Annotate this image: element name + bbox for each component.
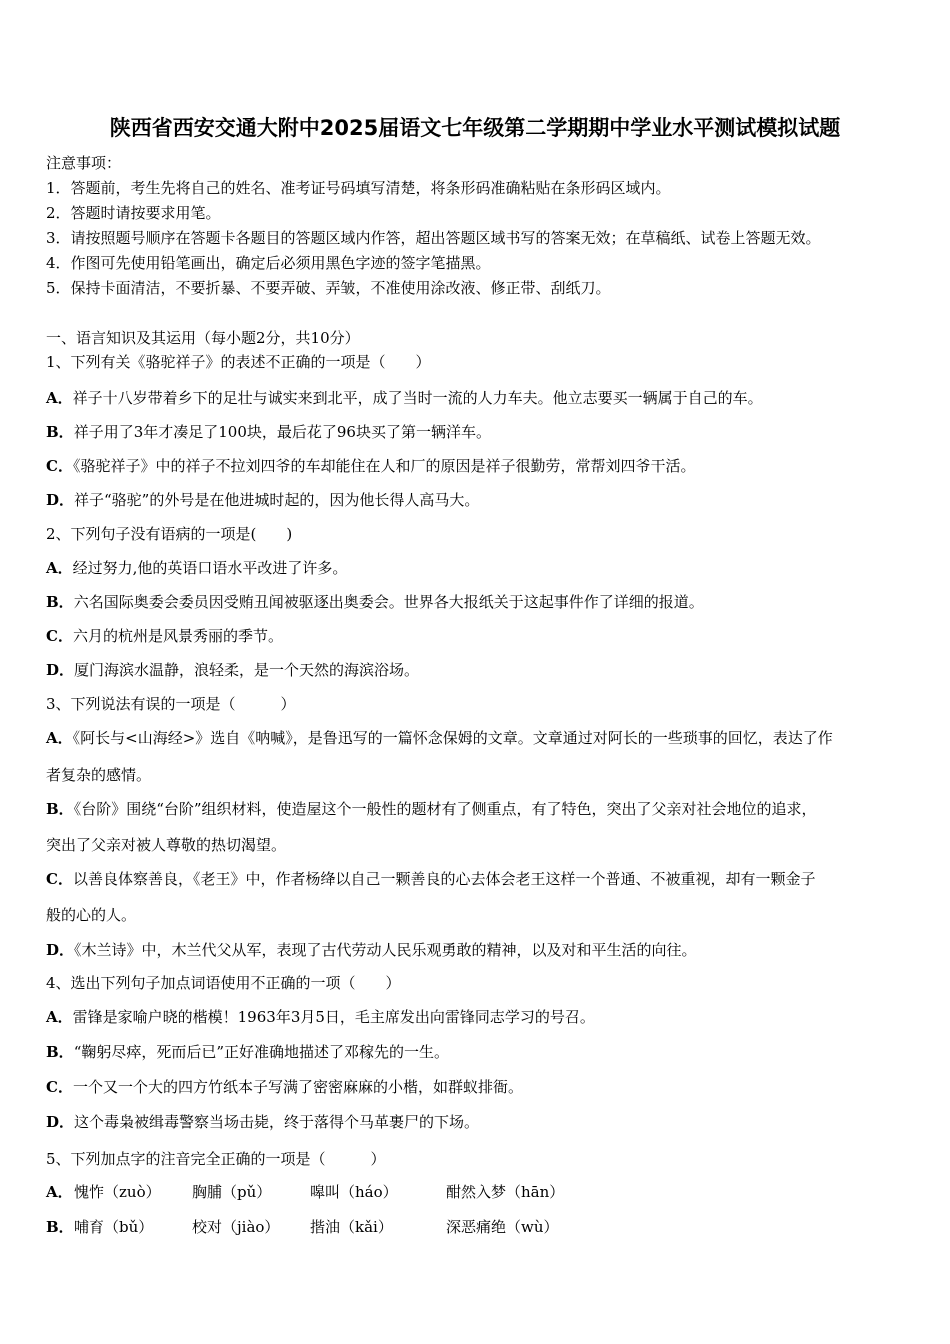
option-text: 祥子十八岁带着乡下的足壮与诚实来到北平，成了当时一流的人力车夫。他立志要买一辆属于自己的车。 [72, 389, 763, 407]
option-text: 祥子用了3年才凑足了100块，最后花了96块买了第一辆洋车。 [73, 423, 491, 441]
option-item: 哺育（bǔ） [74, 1218, 154, 1236]
option-text: 祥子“骆驼”的外号是在他进城时起的，因为他长得人高马大。 [74, 491, 480, 509]
q3-option-a-cont: 者复杂的感情。 [46, 766, 152, 784]
q1-option-c [46, 456, 695, 476]
option-text: 《木兰诗》中，木兰代父从军，表现了古代劳动人民乐观勇敢的精神，以及对和平生活的向往。 [74, 941, 697, 959]
q2-option-a [46, 558, 347, 578]
option-label: C． [46, 627, 73, 645]
q4-option-d [46, 1112, 479, 1132]
q3-option-b [46, 799, 817, 819]
q4-option-a [46, 1007, 595, 1027]
option-item: 深恶痛绝（wù） [446, 1218, 559, 1236]
option-label: B． [46, 593, 74, 611]
q1-option-b [46, 422, 491, 442]
option-label: A． [46, 1183, 73, 1201]
option-label: C． [46, 1078, 73, 1096]
option-text: 六月的杭州是风景秀丽的季节。 [72, 627, 283, 645]
q5-option-b [46, 1217, 559, 1237]
q1-option-a [46, 388, 763, 408]
notice-heading: 注意事项： [46, 154, 122, 172]
page-title: 陕西省西安交通大附中2025届语文七年级第二学期期中学业水平测试模拟试题 [109, 116, 841, 140]
option-label: A． [46, 729, 73, 747]
q2-option-c [46, 626, 283, 646]
notice-item: 3．请按照题号顺序在答题卡各题目的答题区域内作答，超出答题区域书写的答案无效；在草稿纸、试卷上答题无效。 [46, 229, 821, 247]
option-text: “鞠躬尽瘁，死而后已”正好准确地描述了邓稼先的一生。 [73, 1043, 450, 1061]
q3-option-c [46, 869, 815, 889]
q3-option-c-cont: 般的心的人。 [46, 906, 137, 924]
q5-option-a [46, 1182, 564, 1202]
option-label: D． [46, 491, 75, 509]
notice-item: 4．作图可先使用铅笔画出，确定后必须用黑色字迹的签字笔描黑。 [46, 254, 491, 272]
option-label: B． [46, 800, 74, 818]
option-text: 雷锋是家喻户晓的楷模！1963年3月5日，毛主席发出向雷锋同志学习的号召。 [72, 1008, 595, 1026]
option-label: C． [46, 457, 73, 475]
option-item: 揩油（kǎi） [310, 1218, 393, 1236]
option-item: 嗥叫（háo） [310, 1183, 398, 1201]
q3-option-b-cont: 突出了父亲对被人尊敬的热切渴望。 [46, 836, 287, 854]
option-text: 六名国际奥委会委员因受贿丑闻被驱逐出奥委会。世界各大报纸关于这起事件作了详细的报道。 [73, 593, 704, 611]
option-label: B． [46, 423, 74, 441]
option-label: C． [46, 870, 73, 888]
question-1-stem: 1、下列有关《骆驼祥子》的表述不正确的一项是（ ） [46, 353, 431, 371]
notice-item: 1．答题前，考生先将自己的姓名、准考证号码填写清楚，将条形码准确粘贴在条形码区域内。 [46, 179, 671, 197]
option-text: 经过努力,他的英语口语水平改进了许多。 [72, 559, 348, 577]
notice-item: 5．保持卡面清洁，不要折暴、不要弄破、弄皱，不准使用涂改液、修正带、刮纸刀。 [46, 279, 611, 297]
q3-option-a [46, 728, 833, 748]
option-item: 酣然入梦（hān） [446, 1183, 565, 1201]
option-text: 厦门海滨水温静，浪轻柔，是一个天然的海滨浴场。 [74, 661, 420, 679]
section-heading: 一、语言知识及其运用（每小题2分，共10分） [46, 329, 360, 347]
option-label: A． [46, 389, 73, 407]
q2-option-b [46, 592, 704, 612]
question-5-stem: 5、下列加点字的注音完全正确的一项是（ ） [46, 1150, 386, 1168]
option-text: 以善良体察善良，《老王》中，作者杨绛以自己一颗善良的心去体会老王这样一个普通、不被重视，却有一颗金子 [72, 870, 816, 888]
question-3-stem: 3、下列说法有误的一项是（ ） [46, 695, 296, 713]
question-4-stem: 4、选出下列句子加点词语使用不正确的一项（ ） [46, 974, 401, 992]
option-item: 校对（jiào） [192, 1218, 280, 1236]
option-text: 《骆驼祥子》中的祥子不拉刘四爷的车却能住在人和厂的原因是祥子很勤劳，常帮刘四爷干活。 [72, 457, 696, 475]
option-label: D． [46, 941, 75, 959]
option-label: A． [46, 1008, 73, 1026]
option-text: 《阿长与<山海经>》选自《呐喊》，是鲁迅写的一篇怀念保姆的文章。文章通过对阿长的一些琐事的回忆，表达了作 [72, 729, 833, 747]
option-text: 这个毒枭被缉毒警察当场击毙，终于落得个马革裹尸的下场。 [74, 1113, 480, 1131]
option-item: 胸脯（pǔ） [192, 1183, 272, 1201]
q3-option-d [46, 940, 697, 960]
option-text: 《台阶》围绕“台阶”组织材料，使造屋这个一般性的题材有了侧重点，有了特色，突出了父亲对社会地位的追求， [73, 800, 817, 818]
q1-option-d [46, 490, 479, 510]
q2-option-d [46, 660, 419, 680]
option-label: D． [46, 1113, 75, 1131]
option-label: A． [46, 559, 73, 577]
option-label: B． [46, 1043, 74, 1061]
option-text: 一个又一个大的四方竹纸本子写满了密密麻麻的小楷，如群蚁排衙。 [72, 1078, 523, 1096]
option-label: D． [46, 661, 75, 679]
q4-option-c [46, 1077, 523, 1097]
q4-option-b [46, 1042, 449, 1062]
notice-item: 2．答题时请按要求用笔。 [46, 204, 221, 222]
option-label: B． [46, 1218, 74, 1236]
option-item: 愧怍（zuò） [74, 1183, 161, 1201]
question-2-stem: 2、下列句子没有语病的一项是( ) [46, 525, 293, 543]
